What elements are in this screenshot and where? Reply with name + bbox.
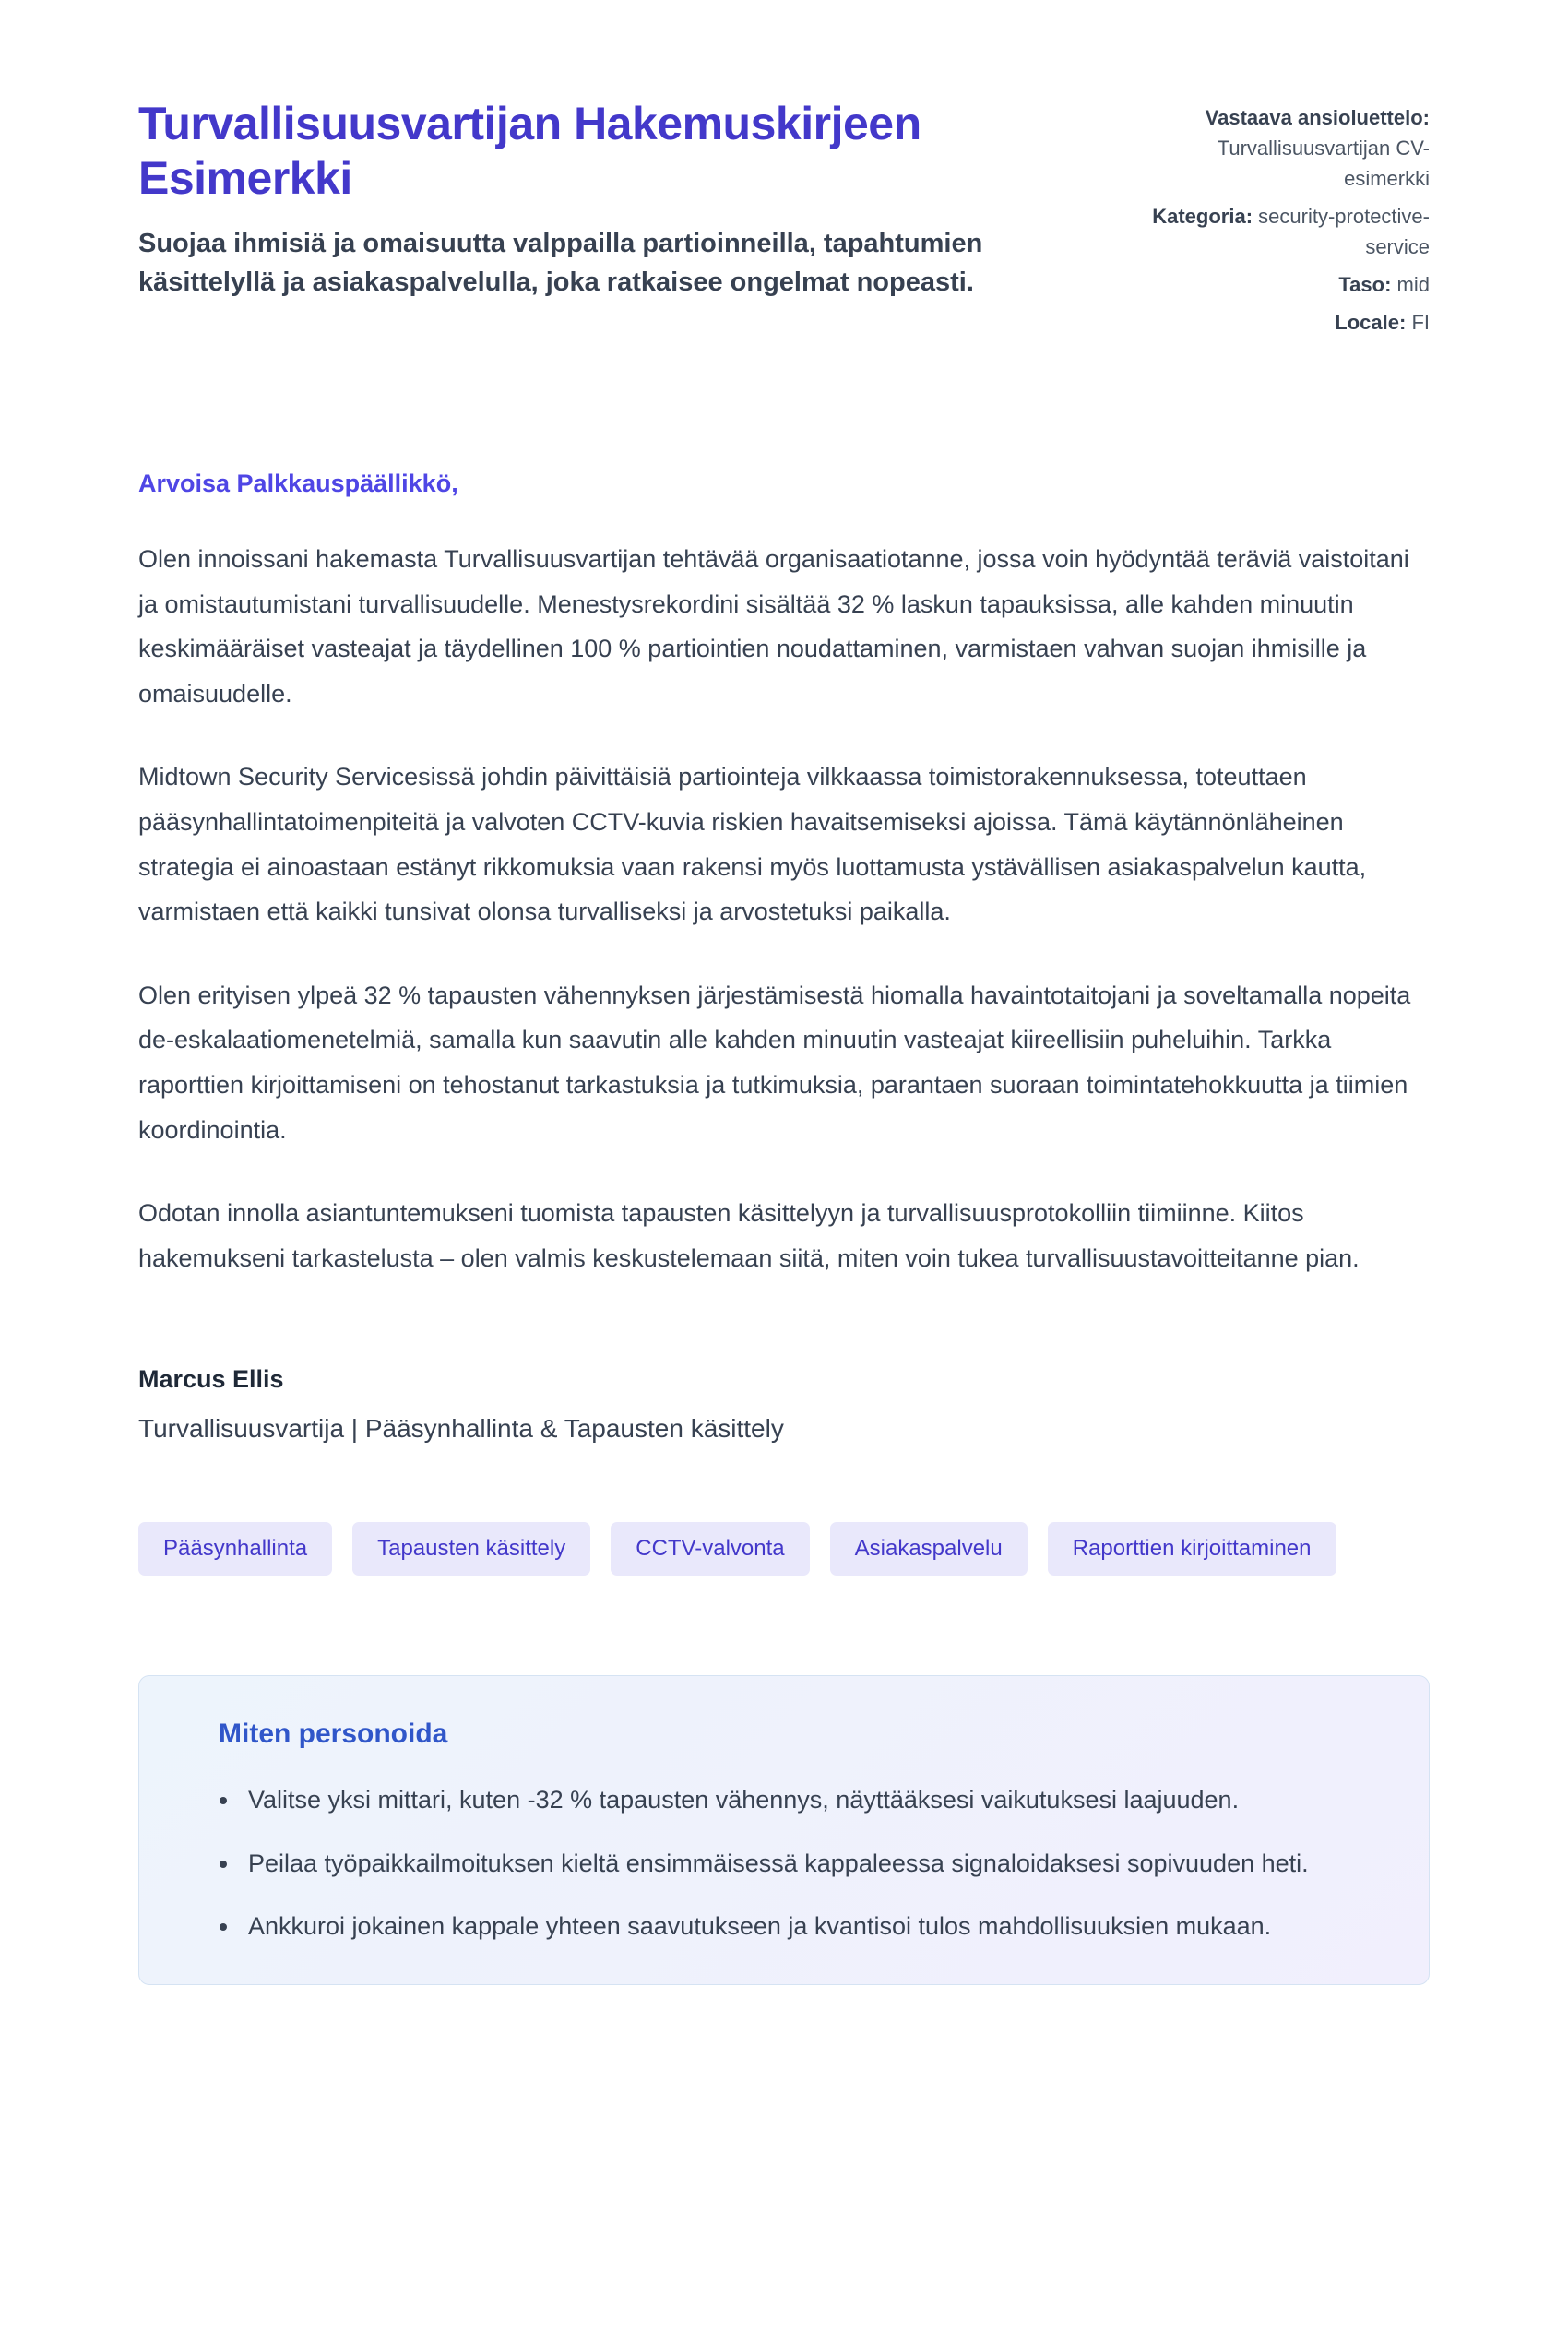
letter-paragraph-1: Olen innoissani hakemasta Turvallisuusvartijan tehtävää organisaatiotanne, jossa voin hyödyntää teräviä vaistoitani ja omistautumistani turvallisuudelle. Menestysrekordini sisältää 32 % laskun tapauksissa, alle kahden minuutin keskimääräiset vasteajat ja täydellinen 100 % partiointien noudattaminen, varmistaen vahvan suojan ihmisille ja omaisuudelle. bbox=[138, 545, 1409, 708]
meta-label: Kategoria: bbox=[1152, 205, 1253, 228]
meta-row-category bbox=[1144, 201, 1430, 262]
meta-row-level bbox=[1144, 269, 1430, 300]
meta-row-matching-resume bbox=[1144, 102, 1430, 194]
page-title: Turvallisuusvartijan Hakemuskirjeen Esimerkki bbox=[138, 98, 921, 204]
meta-label: Taso: bbox=[1338, 273, 1392, 296]
signature-name: Marcus Ellis bbox=[138, 1365, 284, 1394]
meta-row-locale bbox=[1144, 307, 1430, 338]
letter-greeting: Arvoisa Palkkauspäällikkö, bbox=[138, 470, 458, 497]
letter-paragraph-4: Odotan innolla asiantuntemukseni tuomista tapausten käsittelyyn ja turvallisuusprotokolliin tiimiinne. Kiitos hakemukseni tarkastelusta – olen valmis keskustelemaan siitä, miten voin tukea turvallisuustavoitteitanne pian. bbox=[138, 1199, 1360, 1272]
tag-raporttien-kirjoittaminen: Raporttien kirjoittaminen bbox=[1048, 1522, 1336, 1576]
tag-cctv-valvonta: CCTV-valvonta bbox=[611, 1522, 809, 1576]
meta-label: Vastaava ansioluettelo: bbox=[1205, 106, 1430, 129]
meta-value-locale: FI bbox=[1411, 311, 1430, 334]
cover-letter bbox=[138, 470, 1430, 1444]
tips-list bbox=[184, 1779, 1384, 1947]
meta-value-level: mid bbox=[1396, 273, 1430, 296]
tips-item-1: • Valitse yksi mittari, kuten -32 % tapausten vähennys, näyttääksesi vaikutuksesi laajuuden. bbox=[241, 1779, 1384, 1821]
letter-paragraph-3: Olen erityisen ylpeä 32 % tapausten vähennyksen järjestämisestä hiomalla havaintotaitojani ja soveltamalla nopeita de-eskalaatiomenetelmiä, samalla kun saavutin alle kahden minuutin vasteajat kiireellisiin puheluihin. Tarkka raporttien kirjoittamiseni on tehostanut tarkastuksia ja tutkimuksia, parantaen suoraan toimintatehokkuutta ja tiimien koordinointia. bbox=[138, 981, 1411, 1144]
signature-role: Turvallisuusvartija | Pääsynhallinta & Tapausten käsittely bbox=[138, 1414, 784, 1444]
tips-title: Miten personoida bbox=[219, 1719, 448, 1750]
tips-item-3: • Ankkuroi jokainen kappale yhteen saavutukseen ja kvantisoi tulos mahdollisuuksien mukaan. bbox=[241, 1906, 1384, 1947]
tag-asiakaspalvelu: Asiakaspalvelu bbox=[830, 1522, 1028, 1576]
tag-paasynhallinta: Pääsynhallinta bbox=[138, 1522, 332, 1576]
tag-tapausten-kasittely: Tapausten käsittely bbox=[352, 1522, 590, 1576]
letter-paragraph-2: Midtown Security Servicesissä johdin päivittäisiä partiointeja vilkkaassa toimistorakennuksessa, toteuttaen pääsynhallintatoimenpiteitä ja valvoten CCTV-kuvia riskien havaitsemiseksi ajoissa. Tämä käytännönläheinen strategia ei ainoastaan estänyt rikkomuksia vaan rakensi myös luottamusta ystävällisen asiakaspalvelun kautta, varmistaen että kaikki tunsivat olonsa turvalliseksi ja arvostetuksi paikalla. bbox=[138, 763, 1367, 926]
tips-item-2: • Peilaa työpaikkailmoituksen kieltä ensimmäisessä kappaleessa signaloidaksesi sopivuuden heti. bbox=[241, 1843, 1384, 1885]
meta-value-category: security-protective-service bbox=[1258, 205, 1430, 258]
meta-label: Locale: bbox=[1335, 311, 1407, 334]
header bbox=[138, 97, 1430, 345]
page-subtitle: Suojaa ihmisiä ja omaisuutta valppailla partioinneilla, tapahtumien käsittelyllä ja asiakaspalvelulla, joka ratkaisee ongelmat nopeasti. bbox=[138, 229, 983, 298]
page bbox=[138, 0, 1430, 2040]
skill-tags-row bbox=[138, 1522, 1430, 1576]
personalization-tips-card bbox=[138, 1675, 1430, 1985]
header-left bbox=[138, 97, 1102, 302]
meta-value-matching-resume-link[interactable]: Turvallisuusvartijan CV-esimerkki bbox=[1217, 137, 1430, 190]
meta-block bbox=[1144, 97, 1430, 345]
